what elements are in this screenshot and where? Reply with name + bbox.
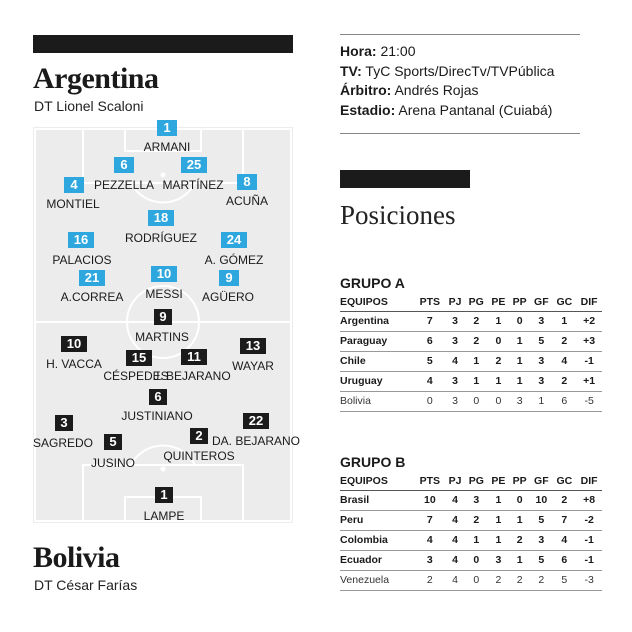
stat-cell: 2 [465,331,488,351]
stat-cell: +1 [576,371,602,391]
stat-cell: 0 [509,311,530,331]
match-info [340,42,554,120]
stat-cell: 5 [414,351,445,371]
stat-cell: 3 [530,311,552,331]
stat-cell: 1 [552,311,576,331]
stat-cell: -1 [576,351,602,371]
stat-cell: 3 [445,311,464,331]
stat-cell: 1 [465,371,488,391]
column-header: PP [509,293,530,311]
away-team-name: Bolivia [33,541,120,574]
player-name: SAGREDO [32,436,94,450]
player-name: MARTINS [135,330,189,344]
column-header: PG [465,293,488,311]
stat-cell: 5 [530,331,552,351]
header-bar-left [33,35,293,53]
standings-title: Posiciones [340,200,456,230]
player-name: ACUÑA [225,194,269,208]
stat-cell: 6 [414,331,445,351]
stat-cell: 2 [465,510,488,530]
player-number-badge: 11 [181,349,207,365]
stat-cell: 3 [445,391,464,411]
team-cell: Brasil [340,490,414,510]
table-row [340,351,602,371]
stat-cell: 2 [530,570,552,590]
stat-cell: 3 [465,490,488,510]
stat-cell: 0 [509,490,530,510]
team-cell: Chile [340,351,414,371]
player-name: LAMPE [143,509,185,523]
player-name: MARTÍNEZ [162,178,224,192]
team-cell: Paraguay [340,331,414,351]
stat-cell: 2 [509,570,530,590]
stat-cell: 1 [509,510,530,530]
player-name: MESSI [145,287,183,301]
stat-cell: 4 [414,371,445,391]
stat-cell: 2 [414,570,445,590]
team-cell: Bolivia [340,391,414,411]
player-number-badge: 10 [151,266,177,282]
player-name: A.CORREA [60,290,124,304]
stat-cell: 3 [530,530,552,550]
team-cell: Ecuador [340,550,414,570]
column-header: PG [465,472,488,490]
player-name: ARMANI [143,140,191,154]
team-cell: Venezuela [340,570,414,590]
stat-cell: 1 [488,311,509,331]
stat-cell: 1 [509,351,530,371]
stat-cell: 4 [445,351,464,371]
stat-cell: 3 [488,550,509,570]
team-cell: Peru [340,510,414,530]
stat-cell: 1 [488,490,509,510]
stat-cell: 4 [552,530,576,550]
column-header: PP [509,472,530,490]
info-tv: TV: TyC Sports/DirecTv/TVPública [340,62,555,79]
player-number-badge: 6 [149,389,167,405]
player-name: DA. BEJARANO [211,434,301,448]
stat-cell: 4 [445,530,464,550]
stat-cell: 1 [465,351,488,371]
stat-cell: 10 [414,490,445,510]
stat-cell: 0 [414,391,445,411]
table-row [340,391,602,411]
player-name: JUSINO [90,456,136,470]
table-row [340,530,602,550]
stat-cell: 2 [488,570,509,590]
stat-cell: 2 [552,331,576,351]
player-name: WAYAR [232,359,274,373]
table-row [340,490,602,510]
stat-cell: -5 [576,391,602,411]
column-header: PE [488,472,509,490]
player-name: PEZZELLA [93,178,155,192]
player-number-badge: 18 [148,210,174,226]
stat-cell: 1 [465,530,488,550]
column-header: EQUIPOS [340,472,414,490]
column-header: DIF [576,472,602,490]
player-number-badge: 16 [68,232,94,248]
stat-cell: 4 [445,570,464,590]
player-number-badge: 2 [190,428,208,444]
column-header: EQUIPOS [340,293,414,311]
stat-cell: 3 [445,331,464,351]
stat-cell: 3 [530,371,552,391]
stat-cell: 3 [530,351,552,371]
player-number-badge: 3 [55,415,73,431]
player-number-badge: 22 [243,413,269,429]
stat-cell: -3 [576,570,602,590]
stat-cell: 4 [445,490,464,510]
player-number-badge: 10 [61,336,87,352]
stat-cell: 0 [465,391,488,411]
player-number-badge: 15 [126,350,152,366]
team-cell: Colombia [340,530,414,550]
column-header: GC [552,472,576,490]
player-name: CÉSPEDES [103,369,169,383]
column-header: PTS [414,293,445,311]
player-number-badge: 6 [114,157,134,173]
stat-cell: 4 [552,351,576,371]
team-cell: Argentina [340,311,414,331]
table-row [340,331,602,351]
stat-cell: 4 [445,550,464,570]
player-name: AGÜERO [201,290,255,304]
stat-cell: 2 [509,530,530,550]
player-number-badge: 13 [240,338,266,354]
table-row [340,570,602,590]
stat-cell: 4 [414,530,445,550]
player-number-badge: 1 [155,487,173,503]
stat-cell: 0 [488,391,509,411]
player-name: H. VACCA [46,357,102,371]
player-number-badge: 24 [221,232,247,248]
table-row [340,371,602,391]
stat-cell: 1 [488,510,509,530]
stat-cell: 0 [465,570,488,590]
player-number-badge: 5 [104,434,122,450]
stat-cell: 10 [530,490,552,510]
player-number-badge: 21 [79,270,105,286]
away-team-coach: DT César Farías [34,577,138,593]
stat-cell: 1 [488,530,509,550]
stat-cell: 4 [445,510,464,530]
stat-cell: 7 [414,510,445,530]
header-bar-standings [340,170,470,188]
stat-cell: 1 [488,371,509,391]
column-header: PE [488,293,509,311]
group-a-table [340,293,602,412]
stat-cell: +8 [576,490,602,510]
stat-cell: 5 [530,510,552,530]
group-b-title: GRUPO B [340,454,406,470]
team-cell: Uruguay [340,371,414,391]
player-name: J. BEJARANO [153,369,231,383]
group-a-title: GRUPO A [340,275,405,291]
stat-cell: 2 [552,490,576,510]
player-number-badge: 4 [64,177,84,193]
stat-cell: 5 [552,570,576,590]
column-header: PJ [445,472,464,490]
stat-cell: 2 [488,351,509,371]
column-header: PTS [414,472,445,490]
info-time: Hora: 21:00 [340,43,416,59]
column-header: GF [530,293,552,311]
stat-cell: +3 [576,331,602,351]
table-row [340,550,602,570]
table-row [340,311,602,331]
stat-cell: -1 [576,550,602,570]
stat-cell: 7 [414,311,445,331]
stat-cell: 7 [552,510,576,530]
stat-cell: -1 [576,530,602,550]
stat-cell: 3 [414,550,445,570]
player-name: A. GÓMEZ [204,253,264,267]
player-number-badge: 8 [237,174,257,190]
stat-cell: 0 [488,331,509,351]
stat-cell: +2 [576,311,602,331]
info-top-divider [340,34,580,35]
home-team-name: Argentina [33,62,159,95]
stat-cell: 1 [509,550,530,570]
stat-cell: 5 [530,550,552,570]
table-row [340,510,602,530]
player-number-badge: 9 [154,309,172,325]
info-referee: Árbitro: Andrés Rojas [340,82,479,98]
stat-cell: -2 [576,510,602,530]
player-name: RODRÍGUEZ [125,231,197,245]
column-header: GF [530,472,552,490]
stat-cell: 6 [552,550,576,570]
player-name: MONTIEL [46,197,100,211]
stat-cell: 1 [509,371,530,391]
table-header-row [340,472,602,490]
info-bottom-divider [340,133,580,134]
group-b-table [340,472,602,591]
column-header: DIF [576,293,602,311]
stat-cell: 1 [530,391,552,411]
stat-cell: 3 [445,371,464,391]
info-stadium: Estadio: Arena Pantanal (Cuiabá) [340,101,553,118]
home-team-coach: DT Lionel Scaloni [34,98,144,114]
table-header-row [340,293,602,311]
player-number-badge: 25 [181,157,207,173]
column-header: GC [552,293,576,311]
column-header: PJ [445,293,464,311]
player-name: JUSTINIANO [121,409,193,423]
stat-cell: 1 [509,331,530,351]
player-name: PALACIOS [52,253,112,267]
stat-cell: 3 [509,391,530,411]
player-number-badge: 1 [157,120,177,136]
stat-cell: 2 [552,371,576,391]
stat-cell: 6 [552,391,576,411]
stat-cell: 0 [465,550,488,570]
stat-cell: 2 [465,311,488,331]
player-number-badge: 9 [219,270,239,286]
player-name: QUINTEROS [163,449,235,463]
